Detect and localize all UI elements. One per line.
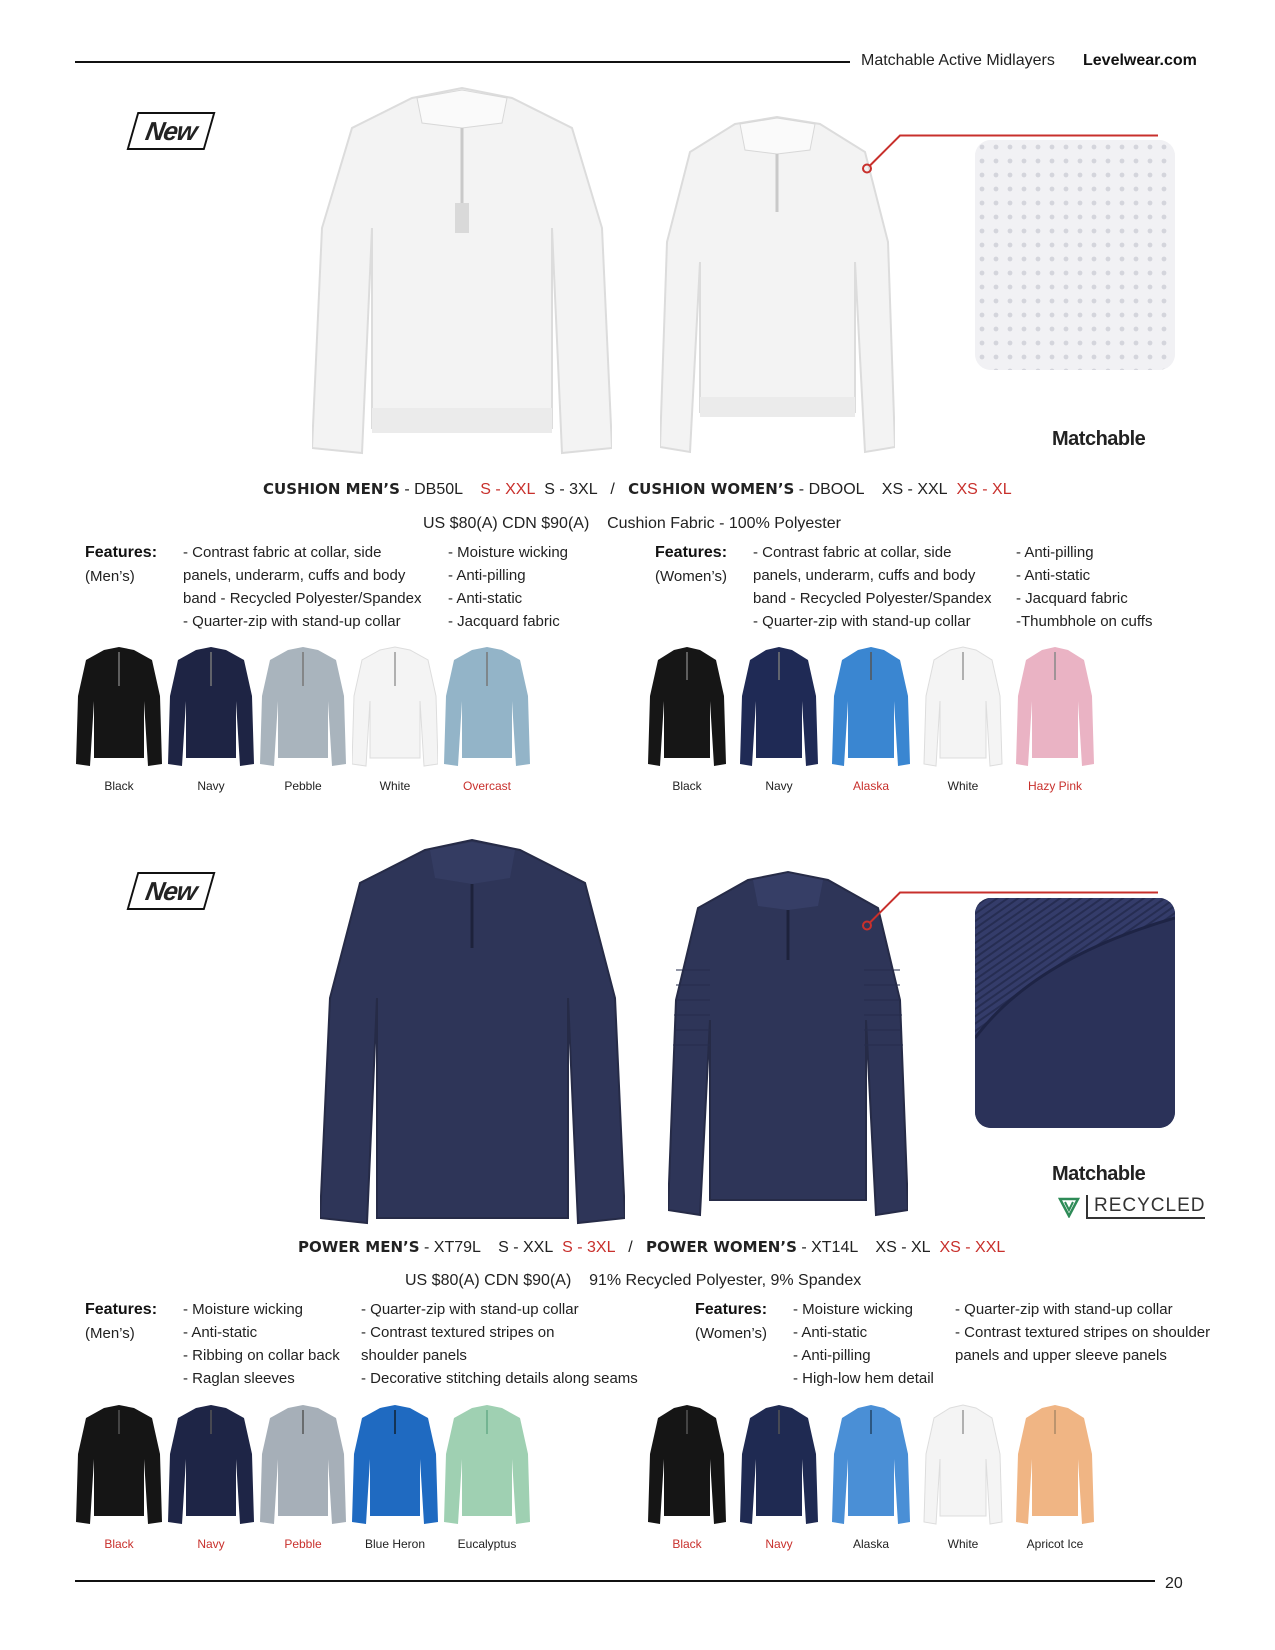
swatch-garment xyxy=(260,1404,346,1526)
cushion-mens-sub-label: (Men’s) xyxy=(85,568,135,585)
cushion-mens-features-col1: - Contrast fabric at collar, side panels, underarm, cuffs and body band - Recycled Polyester/Spandex - Quarter-zip with stand-up collar xyxy=(183,544,422,630)
swatch-label: Apricot Ice xyxy=(1026,1537,1084,1551)
swatch-garment xyxy=(444,646,530,768)
waffle-texture xyxy=(975,140,1175,370)
swatch-garment xyxy=(828,646,914,768)
footer-rule xyxy=(75,1580,1155,1582)
swatch-garment xyxy=(644,1404,730,1526)
cushion-womens-title: CUSHION WOMEN’S xyxy=(628,480,795,498)
swatch-label: White xyxy=(947,779,979,793)
power-womens-features-col2: - Quarter-zip with stand-up collar - Contrast textured stripes on shoulder panels and upper sleeve panels xyxy=(955,1301,1211,1364)
swatch-label: Eucalyptus xyxy=(457,1537,517,1551)
site-link[interactable]: Levelwear.com xyxy=(1083,52,1197,69)
swatch-garment xyxy=(736,646,822,768)
power-mens-features-col1: - Moisture wicking - Anti-static - Ribbing on collar back - Raglan sleeves xyxy=(183,1301,340,1387)
swatch-label: Pebble xyxy=(284,1537,322,1551)
swatch-label: Blue Heron xyxy=(364,1537,426,1551)
power-mens-title: POWER MEN’S xyxy=(298,1238,420,1256)
cushion-womens-features-col1: - Contrast fabric at collar, side panels, underarm, cuffs and body band - Recycled Polyester/Spandex - Quarter-zip with stand-up collar xyxy=(753,544,992,630)
power-fabric-closeup xyxy=(975,898,1175,1128)
swatch-garment xyxy=(260,646,346,768)
power-womens-features-col1: - Moisture wicking - Anti-static - Anti-pilling - High-low hem detail xyxy=(793,1301,934,1387)
new-badge: New xyxy=(127,872,216,910)
power-mens-jacket xyxy=(320,838,625,1228)
stripe-texture xyxy=(975,898,1175,1128)
swatch-garment xyxy=(444,1404,530,1526)
swatch-garment xyxy=(828,1404,914,1526)
matchable-logo: Matchable xyxy=(1052,428,1146,450)
cushion-fabric-closeup xyxy=(975,140,1175,370)
swatch-label: Black xyxy=(672,1537,702,1551)
cushion-price-fabric: US $80(A) CDN $90(A) Cushion Fabric - 100% Polyester xyxy=(423,515,841,532)
swatch-label: Black xyxy=(104,779,134,793)
cushion-womens-features-col2: - Anti-pilling - Anti-static - Jacquard fabric -Thumbhole on cuffs xyxy=(1016,544,1153,630)
power-price-fabric: US $80(A) CDN $90(A) 91% Recycled Polyester, 9% Spandex xyxy=(405,1272,862,1289)
new-badge: New xyxy=(127,112,216,150)
cushion-mens-features-col2: - Moisture wicking - Anti-pilling - Anti-static - Jacquard fabric xyxy=(448,544,569,630)
swatch-label: Alaska xyxy=(852,779,890,793)
swatch-label: Navy xyxy=(197,1537,225,1551)
recycled-leaf-icon xyxy=(1058,1196,1080,1218)
swatch-label: Black xyxy=(104,1537,134,1551)
page-number: 20 xyxy=(1165,1575,1183,1592)
cushion-mens-features-label: Features: xyxy=(85,544,158,561)
power-mens-sub-label: (Men’s) xyxy=(85,1325,135,1342)
swatch-garment xyxy=(920,646,1006,768)
swatch-garment xyxy=(76,646,162,768)
swatch-garment xyxy=(920,1404,1006,1526)
cushion-womens-features-label: Features: xyxy=(655,544,728,561)
recycled-logo: RECYCLED xyxy=(1058,1195,1205,1219)
power-womens-title: POWER WOMEN’S xyxy=(646,1238,797,1256)
swatch-garment xyxy=(736,1404,822,1526)
swatch-garment xyxy=(1012,1404,1098,1526)
cushion-womens-sub-label: (Women’s) xyxy=(655,568,727,585)
swatch-label: White xyxy=(947,1537,979,1551)
swatch-garment xyxy=(168,1404,254,1526)
cushion-title: CUSHION MEN’S - DB50L S - XXL S - 3XL / CUSHION WOMEN’S - DBOOL XS - XXL XS - XL xyxy=(263,480,1012,498)
cushion-mens-title: CUSHION MEN’S xyxy=(263,480,400,498)
section-title: Matchable Active Midlayers xyxy=(861,52,1055,69)
swatch-label: Overcast xyxy=(462,779,511,793)
cushion-mens-jacket xyxy=(312,78,612,473)
swatch-label: Hazy Pink xyxy=(1027,779,1083,793)
power-mens-features-label: Features: xyxy=(85,1301,158,1318)
swatch-garment xyxy=(352,646,438,768)
swatch-garment xyxy=(76,1404,162,1526)
power-title: POWER MEN’S - XT79L S - XXL S - 3XL / POWER WOMEN’S - XT14L XS - XL XS - XXL xyxy=(298,1238,1006,1256)
swatch-label: Pebble xyxy=(284,779,322,793)
power-womens-sub-label: (Women’s) xyxy=(695,1325,767,1342)
swatch-label: Navy xyxy=(765,1537,793,1551)
swatch-label: Black xyxy=(672,779,702,793)
swatch-garment xyxy=(1012,646,1098,768)
swatch-garment xyxy=(168,646,254,768)
swatch-label: Navy xyxy=(765,779,793,793)
header-rule xyxy=(75,61,850,63)
matchable-logo: Matchable xyxy=(1052,1163,1146,1185)
swatch-garment xyxy=(352,1404,438,1526)
swatch-label: White xyxy=(379,779,411,793)
swatch-label: Alaska xyxy=(852,1537,890,1551)
power-mens-features-col2: - Quarter-zip with stand-up collar - Contrast textured stripes on shoulder panels - Decorative stitching details along seams xyxy=(361,1301,638,1387)
swatch-label: Navy xyxy=(197,779,225,793)
power-womens-features-label: Features: xyxy=(695,1301,768,1318)
swatch-garment xyxy=(644,646,730,768)
